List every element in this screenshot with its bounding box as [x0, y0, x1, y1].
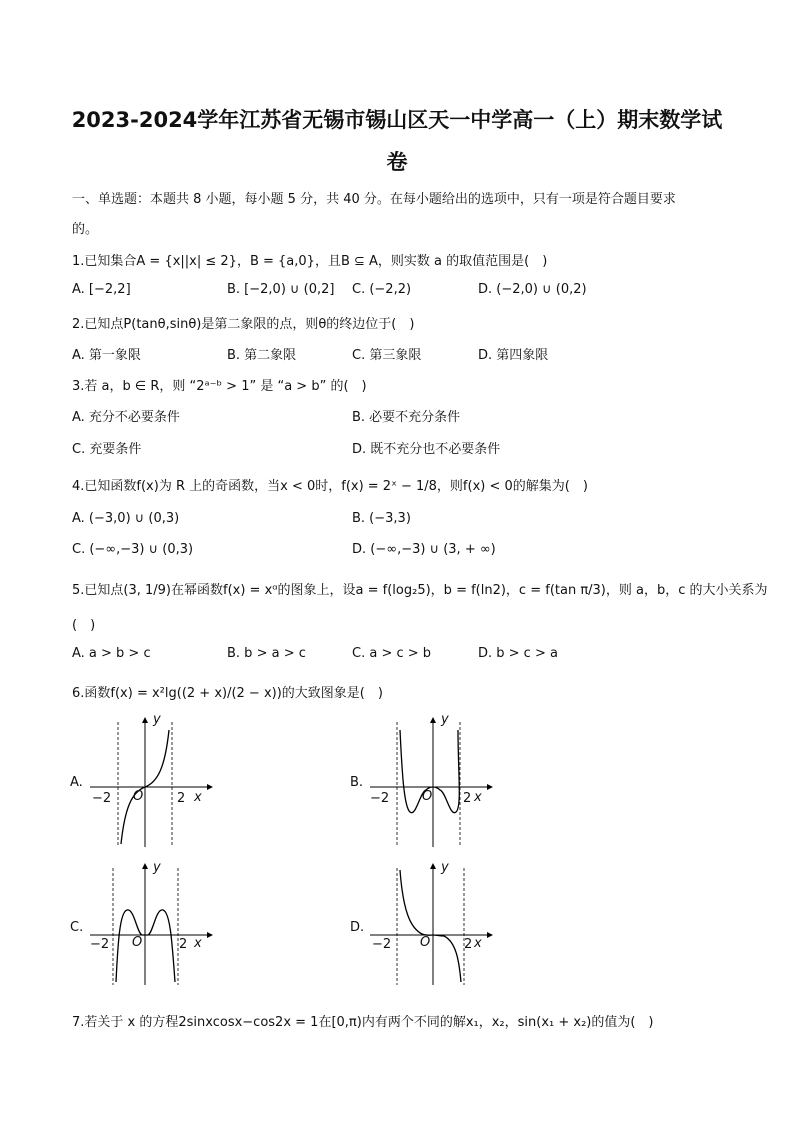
q4-option-d: D. (−∞,−3) ∪ (3, + ∞)	[352, 542, 496, 557]
question-5-paren: ( )	[72, 618, 96, 633]
graph-a-origin: O	[133, 789, 144, 804]
graph-c-x: x	[194, 936, 202, 951]
graph-b-label: B.	[350, 775, 364, 790]
q3-option-a: A. 充分不必要条件	[72, 410, 180, 425]
graph-d-pos2: 2	[464, 937, 473, 952]
graph-b-pos2: 2	[463, 791, 472, 806]
q2-option-c: C. 第三象限	[352, 348, 422, 363]
graph-b-plot	[370, 712, 500, 852]
q2-option-d: D. 第四象限	[478, 348, 549, 363]
q3-option-c: C. 充要条件	[72, 442, 142, 457]
section-heading-line2: 的。	[72, 222, 99, 237]
graph-a-plot	[90, 712, 220, 852]
graph-option-a	[70, 712, 220, 852]
q4-option-c: C. (−∞,−3) ∪ (0,3)	[72, 542, 194, 557]
section-heading-line1: 一、单选题：本题共 8 小题，每小题 5 分，共 40 分。在每小题给出的选项中，只有一项是符合题目要求	[72, 192, 676, 207]
q3-option-b: B. 必要不充分条件	[352, 410, 461, 425]
question-4-stem: 4.已知函数f(x)为 R 上的奇函数，当x < 0时，f(x) = 2ˣ − 1/8，则f(x) < 0的解集为( )	[72, 479, 588, 494]
paper-title-line2: 卷	[386, 150, 408, 174]
graph-b-origin: O	[422, 789, 433, 804]
question-6-stem: 6.函数f(x) = x²lg((2 + x)/(2 − x))的大致图象是( )	[72, 686, 383, 701]
question-7-stem: 7.若关于 x 的方程2sinxcosx−cos2x = 1在[0,π)内有两个不同的解x₁，x₂，sin(x₁ + x₂)的值为( )	[72, 1015, 654, 1030]
question-5-stem: 5.已知点(3, 1/9)在幂函数f(x) = xᵅ的图象上，设a = f(log₂5)，b = f(ln2)，c = f(tan π/3)，则 a，b，c 的大小关系为	[72, 583, 768, 598]
graph-d-y: y	[441, 860, 449, 875]
graph-c-neg2: −2	[90, 937, 110, 952]
graph-option-c	[70, 860, 220, 990]
question-2-stem: 2.已知点P(tanθ,sinθ)是第二象限的点，则θ的终边位于( )	[72, 317, 415, 332]
q5-option-b: B. b > a > c	[227, 646, 306, 661]
graph-a-pos2: 2	[177, 791, 186, 806]
graph-a-label: A.	[70, 775, 83, 790]
q2-option-a: A. 第一象限	[72, 348, 141, 363]
graph-option-d	[350, 860, 500, 990]
curve	[400, 870, 461, 982]
graph-c-label: C.	[70, 920, 84, 935]
graph-d-plot	[370, 860, 500, 990]
graph-c-origin: O	[132, 935, 143, 950]
q4-option-a: A. (−3,0) ∪ (0,3)	[72, 511, 180, 526]
graph-d-x: x	[474, 936, 482, 951]
q4-option-b: B. (−3,3)	[352, 511, 411, 526]
graph-c-y: y	[153, 860, 161, 875]
graph-option-b	[350, 712, 500, 852]
graph-b-neg2: −2	[370, 791, 390, 806]
q2-option-b: B. 第二象限	[227, 348, 297, 363]
graph-a-neg2: −2	[92, 791, 112, 806]
graph-a-x: x	[194, 790, 202, 805]
graph-d-label: D.	[350, 920, 365, 935]
q1-option-c: C. (−2,2)	[352, 282, 412, 297]
graph-c-pos2: 2	[179, 937, 188, 952]
graph-b-y: y	[441, 712, 449, 727]
q3-option-d: D. 既不充分也不必要条件	[352, 442, 501, 457]
q5-option-a: A. a > b > c	[72, 646, 151, 661]
question-3-stem: 3.若 a，b ∈ R，则 “2ᵃ⁻ᵇ > 1” 是 “a > b” 的( )	[72, 379, 367, 394]
paper-title-line1: 2023-2024学年江苏省无锡市锡山区天一中学高一（上）期末数学试	[71, 108, 723, 132]
graph-c-plot	[90, 860, 220, 990]
graph-d-neg2: −2	[372, 937, 392, 952]
graph-a-y: y	[153, 712, 161, 727]
graph-d-origin: O	[420, 935, 431, 950]
q5-option-c: C. a > c > b	[352, 646, 432, 661]
q1-option-d: D. (−2,0) ∪ (0,2)	[478, 282, 587, 297]
q5-option-d: D. b > c > a	[478, 646, 558, 661]
question-1-stem: 1.已知集合A = {x||x| ≤ 2}，B = {a,0}，且B ⊆ A，则实数 a 的取值范围是( )	[72, 254, 548, 269]
q1-option-a: A. [−2,2]	[72, 282, 131, 297]
q1-option-b: B. [−2,0) ∪ (0,2]	[227, 282, 335, 297]
graph-b-x: x	[474, 790, 482, 805]
